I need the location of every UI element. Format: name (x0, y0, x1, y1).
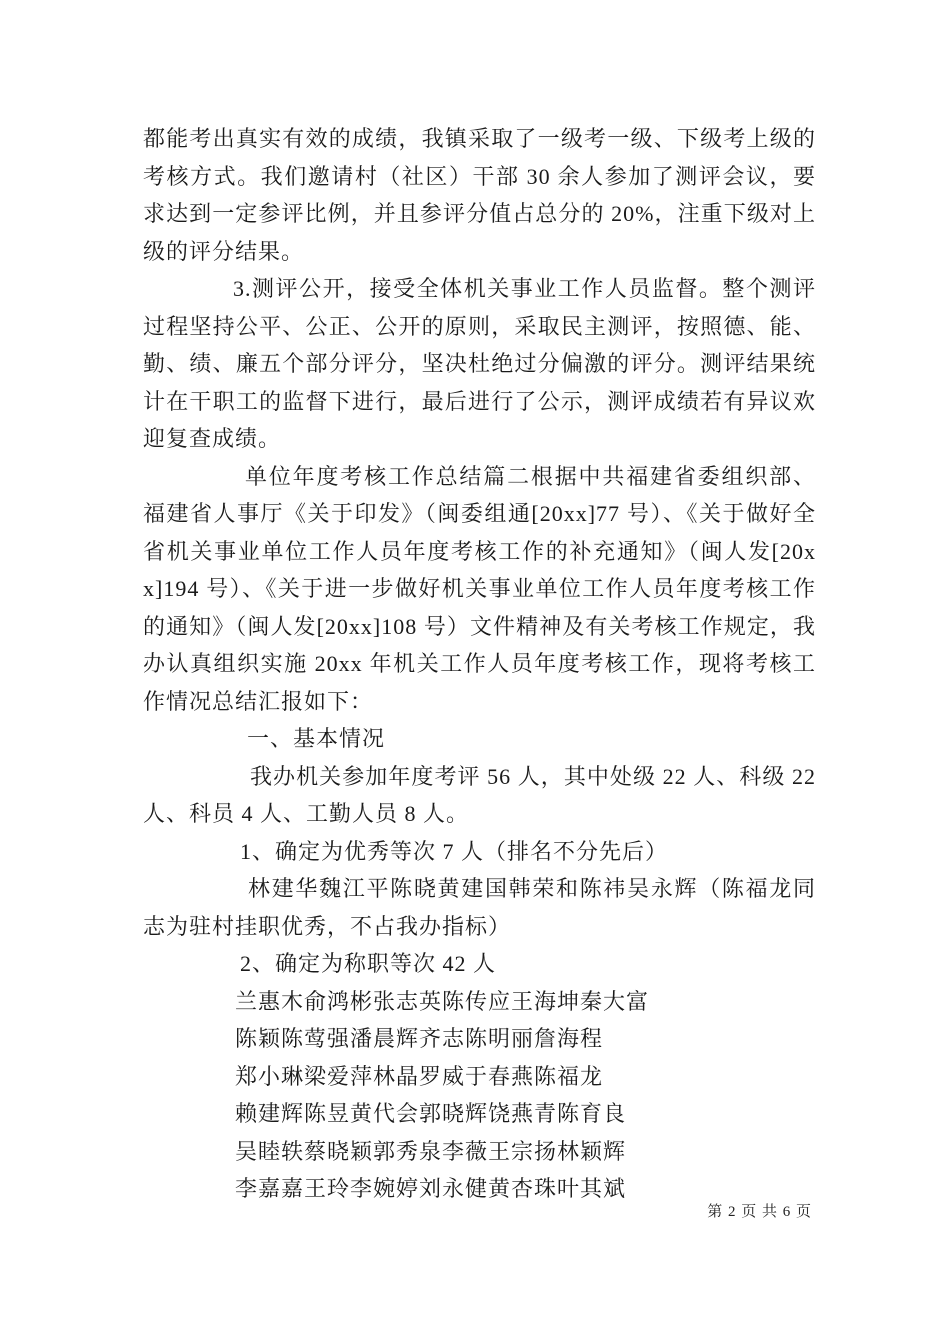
name-list-line-5: 吴睦轶蔡晓颖郭秀泉李薇王宗扬林颖辉 (235, 1138, 627, 1164)
item-excellent-grade-count: 1、确定为优秀等次 7 人（排名不分先后） (240, 838, 669, 864)
heading-basic-situation: 一、基本情况 (247, 726, 386, 751)
name-list-line-1: 兰惠木俞鸿彬张志英陈传应王海坤秦大富 (235, 988, 650, 1014)
name-list-line-6: 李嘉嘉王玲李婉婷刘永健黄杏珠叶其斌 (235, 1176, 627, 1201)
page-number-footer: 第 2 页 共 6 页 (707, 1204, 812, 1220)
name-list-line-4: 赖建辉陈昱黄代会郭晓辉饶燕青陈育良 (235, 1101, 627, 1126)
para-open-evaluation: 3.测评公开，接受全体机关事业工作人员监督。整个测评过程坚持公平、公正、公开的原则，采取民主测评，按照德、能、勤、绩、廉五个部分评分，坚决杜绝过分偏激的评分。测评结果统计在干职工的监督下进行，最后进行了公示，测评成绩若有异议欢迎复查成绩。 (143, 276, 816, 451)
name-list-line-3: 郑小琳梁爱萍林晶罗威于春燕陈福龙 (235, 1063, 604, 1089)
name-list-line-2: 陈颖陈莺强潘晨辉齐志陈明丽詹海程 (235, 1026, 604, 1051)
para-excellent-names: 林建华魏江平陈晓黄建国韩荣和陈祎吴永辉（陈福龙同志为驻村挂职优秀，不占我办指标） (143, 876, 816, 939)
para-part2-basis: 单位年度考核工作总结篇二根据中共福建省委组织部、福建省人事厅《关于印发》（闽委组通[20xx]77 号）、《关于做好全省机关事业单位工作人员年度考核工作的补充通知》（闽人发[20xx]194 号）、《关于进一步做好机关事业单位工作人员年度考核工作的通知》（闽人发[20xx]108 号）文件精神及有关考核工作规定，我办认真组织实施 20xx 年机关工作人员年度考核工作，现将考核工作情况总结汇报如下： (143, 463, 816, 714)
document-body (143, 120, 816, 1208)
para-assessment-method-continued: 都能考出真实有效的成绩，我镇采取了一级考一级、下级考上级的考核方式。我们邀请村（社区）干部 30 余人参加了测评会议，要求达到一定参评比例，并且参评分值占总分的 20%，注重下级对上级的评分结果。 (143, 126, 816, 264)
item-competent-grade-count: 2、确定为称职等次 42 人 (240, 951, 497, 976)
para-participant-counts: 我办机关参加年度考评 56 人，其中处级 22 人、科级 22 人、科员 4 人、工勤人员 8 人。 (143, 763, 816, 826)
